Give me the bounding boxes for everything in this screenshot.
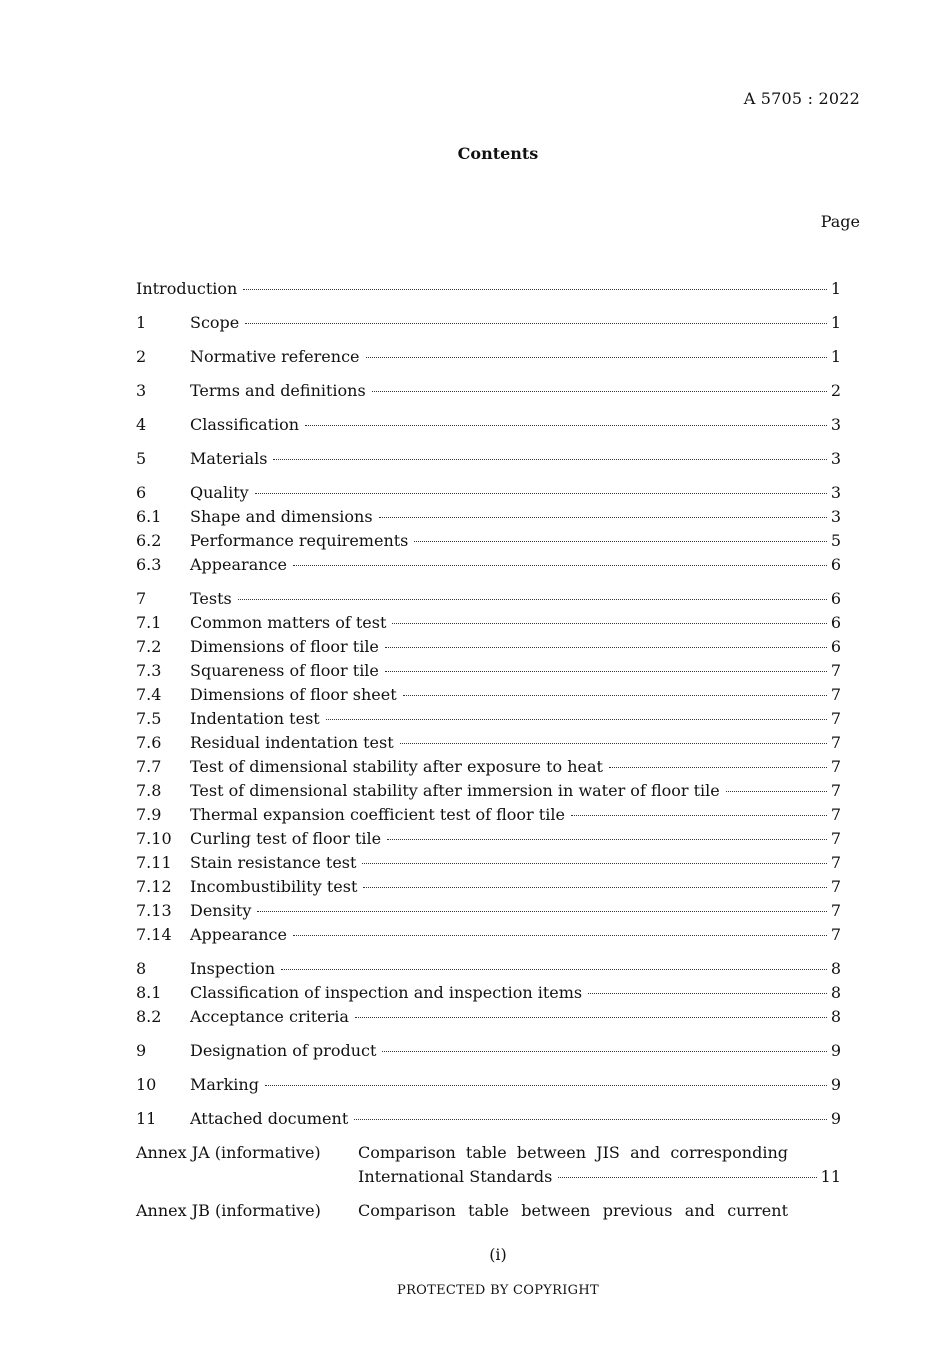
- toc-entry-page: 9: [830, 1109, 841, 1128]
- toc-entry-number: 7.3: [136, 661, 162, 680]
- dot-leader: [362, 863, 826, 864]
- toc-entry-number: 11: [136, 1109, 157, 1128]
- toc-entry[interactable]: [136, 587, 841, 611]
- toc-entry-title: Squareness of floor tile: [190, 661, 379, 680]
- toc-entry-title: Inspection: [190, 959, 275, 978]
- toc-entry[interactable]: [136, 311, 841, 335]
- toc-entry-page: 9: [830, 1041, 841, 1060]
- toc-entry-number: 2: [136, 347, 147, 366]
- toc-entry-title: Performance requirements: [190, 531, 409, 550]
- toc-entry-number: 7.13: [136, 901, 172, 920]
- toc-entry[interactable]: [136, 875, 841, 899]
- dot-leader: [400, 743, 827, 744]
- toc-entry-number: 7.2: [136, 637, 162, 656]
- document-number: A 5705 : 2022: [743, 89, 860, 108]
- annex-entry[interactable]: [136, 1199, 841, 1223]
- dot-leader: [363, 887, 826, 888]
- dot-leader: [326, 719, 827, 720]
- toc-entry[interactable]: [136, 779, 841, 803]
- toc-entry-title: Quality: [190, 483, 249, 502]
- toc-entry-number: 7.10: [136, 829, 172, 848]
- toc-entry-title: Curling test of floor tile: [190, 829, 382, 848]
- toc-entry-number: 6: [136, 483, 147, 502]
- toc-entry[interactable]: [136, 553, 841, 577]
- annex-title-line2: [358, 1165, 841, 1189]
- annex-description: [358, 1141, 841, 1189]
- dot-leader: [293, 935, 827, 936]
- annex-title-line1: Comparison table between previous and current: [358, 1201, 788, 1220]
- annex-page: 11: [820, 1167, 841, 1186]
- dot-leader: [385, 671, 827, 672]
- dot-leader: [355, 1017, 827, 1018]
- toc-entry-title: Shape and dimensions: [190, 507, 373, 526]
- toc-entry-page: 7: [830, 829, 841, 848]
- toc-entry-number: 10: [136, 1075, 157, 1094]
- annex-description: [358, 1199, 841, 1223]
- dot-leader: [385, 647, 827, 648]
- toc-entry-page: 7: [830, 685, 841, 704]
- toc-entry[interactable]: [136, 345, 841, 369]
- toc-entry-title: Classification of inspection and inspection items: [190, 983, 583, 1002]
- toc-entry-number: 7.1: [136, 613, 162, 632]
- toc-entry-page: 7: [830, 709, 841, 728]
- toc-entry-number: 7.11: [136, 853, 172, 872]
- toc-entry-page: 1: [830, 347, 841, 366]
- dot-leader: [257, 911, 826, 912]
- toc-entry-title: Designation of product: [190, 1041, 377, 1060]
- toc-entry-number: 6.3: [136, 555, 162, 574]
- toc-entry-page: 8: [830, 959, 841, 978]
- toc-entry-title: Common matters of test: [190, 613, 387, 632]
- dot-leader: [558, 1177, 816, 1178]
- footer-page-number: (i): [489, 1245, 507, 1264]
- toc-entry-number: 1: [136, 313, 147, 332]
- dot-leader: [281, 969, 827, 970]
- toc-entry-page: 5: [830, 531, 841, 550]
- toc-entry-page: 2: [830, 381, 841, 400]
- dot-leader: [245, 323, 827, 324]
- toc-entry-page: 7: [830, 733, 841, 752]
- toc-entry-title: Residual indentation test: [190, 733, 394, 752]
- toc-entry-page: 6: [830, 589, 841, 608]
- toc-entry-title: Materials: [190, 449, 268, 468]
- toc-entry-title: Stain resistance test: [190, 853, 357, 872]
- annex-title-line1: Comparison table between JIS and corresponding: [358, 1143, 788, 1162]
- copyright-notice: PROTECTED BY COPYRIGHT: [397, 1283, 599, 1298]
- toc-entry-title: Appearance: [190, 925, 287, 944]
- toc-entry[interactable]: [136, 731, 841, 755]
- toc-entry[interactable]: [136, 981, 841, 1005]
- toc-entry[interactable]: [136, 635, 841, 659]
- toc-entry-title: Indentation test: [190, 709, 320, 728]
- toc-entry-title: Density: [190, 901, 252, 920]
- toc-entry-number: 8.1: [136, 983, 162, 1002]
- toc-entry-title: Incombustibility test: [190, 877, 358, 896]
- toc-entry-page: 7: [830, 853, 841, 872]
- toc-entry-page: 8: [830, 983, 841, 1002]
- toc-entry-page: 7: [830, 661, 841, 680]
- toc-entry[interactable]: [136, 755, 841, 779]
- toc-entry-title: Dimensions of floor tile: [190, 637, 379, 656]
- toc-entry[interactable]: [136, 1073, 841, 1097]
- toc-entry[interactable]: [136, 529, 841, 553]
- toc-entry-number: 3: [136, 381, 147, 400]
- dot-leader: [255, 493, 827, 494]
- dot-leader: [726, 791, 827, 792]
- dot-leader: [354, 1119, 827, 1120]
- toc-entry-page: 6: [830, 555, 841, 574]
- toc-entry-number: 7.6: [136, 733, 162, 752]
- toc-entry[interactable]: [136, 481, 841, 505]
- toc-entry-title: Classification: [190, 415, 300, 434]
- dot-leader: [243, 289, 826, 290]
- toc-entry[interactable]: [136, 447, 841, 471]
- dot-leader: [238, 599, 827, 600]
- toc-entry-number: 6.2: [136, 531, 162, 550]
- toc-entry-number: 9: [136, 1041, 147, 1060]
- toc-entry-title: Acceptance criteria: [190, 1007, 349, 1026]
- toc-entry-page: 6: [830, 613, 841, 632]
- toc-entry-page: 3: [830, 507, 841, 526]
- toc-entry-title: Appearance: [190, 555, 287, 574]
- dot-leader: [387, 839, 827, 840]
- toc-entry[interactable]: [136, 505, 841, 529]
- dot-leader: [382, 1051, 826, 1052]
- toc-entry-page: 1: [830, 279, 841, 298]
- annex-label: Annex JA (informative): [136, 1143, 321, 1162]
- toc-entry[interactable]: [136, 827, 841, 851]
- toc-entry-number: 7.7: [136, 757, 162, 776]
- toc-entry-number: 7.5: [136, 709, 162, 728]
- toc-entry[interactable]: [136, 1005, 841, 1029]
- toc-entry-number: 7.4: [136, 685, 162, 704]
- dot-leader: [403, 695, 827, 696]
- dot-leader: [372, 391, 827, 392]
- toc-entry-title: Normative reference: [190, 347, 360, 366]
- toc-entry[interactable]: [136, 899, 841, 923]
- dot-leader: [571, 815, 827, 816]
- annex-entry[interactable]: [136, 1141, 841, 1189]
- toc-entry-number: 8.2: [136, 1007, 162, 1026]
- toc-entry-title: Dimensions of floor sheet: [190, 685, 397, 704]
- dot-leader: [273, 459, 826, 460]
- annex-label: Annex JB (informative): [136, 1201, 321, 1220]
- toc-entry[interactable]: [136, 851, 841, 875]
- dot-leader: [414, 541, 826, 542]
- toc-entry[interactable]: [136, 683, 841, 707]
- toc-entry-number: 7.14: [136, 925, 172, 944]
- toc-entry[interactable]: [136, 1107, 841, 1131]
- toc-entry[interactable]: [136, 923, 841, 947]
- toc-entry-title: Introduction: [136, 279, 238, 298]
- toc-entry[interactable]: [136, 1039, 841, 1063]
- dot-leader: [379, 517, 827, 518]
- toc-entry-number: 6.1: [136, 507, 162, 526]
- toc-entry-number: 5: [136, 449, 147, 468]
- toc-entry-title: Thermal expansion coefficient test of floor tile: [190, 805, 565, 824]
- toc-entry-title: Tests: [190, 589, 232, 608]
- toc-entry-number: 7.9: [136, 805, 162, 824]
- toc-entry[interactable]: [136, 277, 841, 301]
- toc-entry-title: Scope: [190, 313, 240, 332]
- dot-leader: [305, 425, 827, 426]
- toc-entry-page: 7: [830, 901, 841, 920]
- toc-entry-title: Test of dimensional stability after immersion in water of floor tile: [190, 781, 720, 800]
- toc-entry-page: 6: [830, 637, 841, 656]
- toc-entry[interactable]: [136, 611, 841, 635]
- toc-entry[interactable]: [136, 957, 841, 981]
- toc-entry[interactable]: [136, 707, 841, 731]
- page-title: Contents: [457, 144, 539, 163]
- toc-entry-title: Attached document: [190, 1109, 349, 1128]
- toc-entry-page: 1: [830, 313, 841, 332]
- table-of-contents: [136, 277, 841, 1223]
- dot-leader: [392, 623, 826, 624]
- toc-entry-title: Test of dimensional stability after exposure to heat: [190, 757, 603, 776]
- toc-entry[interactable]: [136, 379, 841, 403]
- toc-entry-page: 3: [830, 483, 841, 502]
- toc-entry-page: 7: [830, 877, 841, 896]
- toc-entry-page: 7: [830, 781, 841, 800]
- toc-entry-title: Marking: [190, 1075, 259, 1094]
- dot-leader: [293, 565, 827, 566]
- toc-entry-page: 9: [830, 1075, 841, 1094]
- toc-entry[interactable]: [136, 659, 841, 683]
- dot-leader: [588, 993, 827, 994]
- dot-leader: [609, 767, 827, 768]
- toc-entry-page: 7: [830, 925, 841, 944]
- toc-entry-page: 8: [830, 1007, 841, 1026]
- page-column-label: Page: [820, 212, 860, 231]
- toc-entry-page: 7: [830, 805, 841, 824]
- dot-leader: [265, 1085, 827, 1086]
- toc-entry[interactable]: [136, 413, 841, 437]
- dot-leader: [366, 357, 827, 358]
- toc-entry-page: 3: [830, 449, 841, 468]
- toc-entry-number: 7.8: [136, 781, 162, 800]
- toc-entry-number: 4: [136, 415, 147, 434]
- toc-entry-number: 7.12: [136, 877, 172, 896]
- toc-entry-number: 8: [136, 959, 147, 978]
- toc-entry-title: Terms and definitions: [190, 381, 366, 400]
- toc-entry[interactable]: [136, 803, 841, 827]
- toc-entry-page: 7: [830, 757, 841, 776]
- toc-entry-number: 7: [136, 589, 147, 608]
- toc-entry-page: 3: [830, 415, 841, 434]
- annex-title-line2-text: International Standards: [358, 1167, 553, 1186]
